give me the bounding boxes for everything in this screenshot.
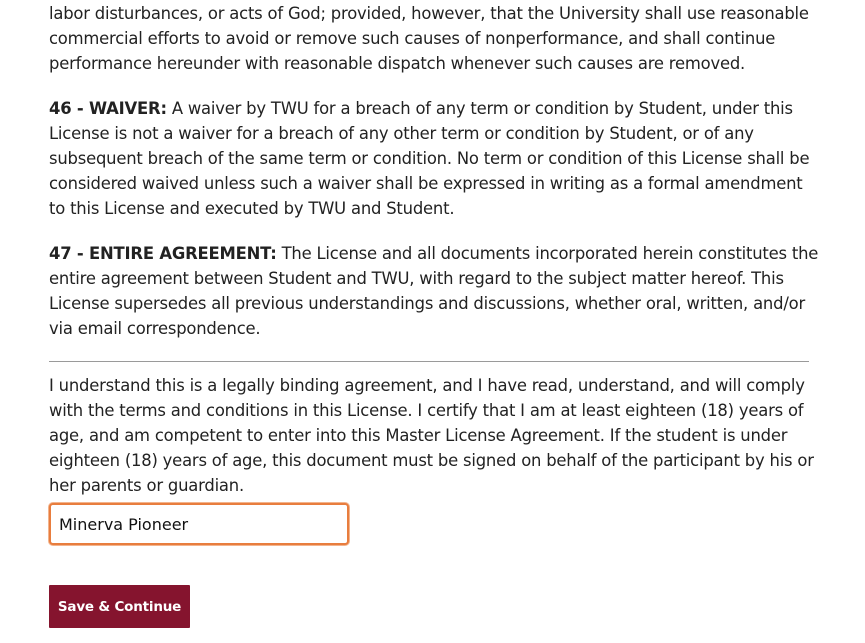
- signature-name-input[interactable]: [49, 503, 349, 545]
- section-heading-waiver: 46 - WAIVER:: [49, 99, 167, 118]
- acknowledgement-text: I understand this is a legally binding agreement, and I have read, understand, and will comply with the terms and conditions in this License. I certify that I am at least eighteen (18) years of age, and am competent to enter into this Master License Agreement. If the student is under eighteen (18) years of age, this document must be signed on behalf of the participant by his or her parents or guardian.: [49, 376, 814, 495]
- section-text-entire-agreement: The License and all documents incorporated herein constitutes the entire agreement between Student and TWU, with regard to the subject matter hereof. This License supersedes all previous understandings and discussions, whether oral, written, and/or via email correspondence.: [49, 244, 819, 338]
- save-continue-button[interactable]: Save & Continue: [49, 585, 190, 628]
- section-text-waiver: A waiver by TWU for a breach of any term or condition by Student, under this License is not a waiver for a breach of any other term or condition by Student, or of any subsequent breach of the same term or condition. No term or condition of this License shall be considered waived unless such a waiver shall be expressed in writing as a formal amendment to this License and executed by TWU and Student.: [49, 99, 810, 218]
- license-section-entire-agreement: [49, 241, 819, 341]
- license-paragraph-force-majeure: labor disturbances, or acts of God; provided, however, that the University shall use reasonable commercial efforts to avoid or remove such causes of nonperformance, and shall continue performance hereunder with reasonable dispatch whenever such causes are removed.: [49, 4, 809, 73]
- section-divider: [49, 361, 809, 362]
- section-heading-entire-agreement: 47 - ENTIRE AGREEMENT:: [49, 244, 277, 263]
- license-section-waiver: [49, 96, 819, 221]
